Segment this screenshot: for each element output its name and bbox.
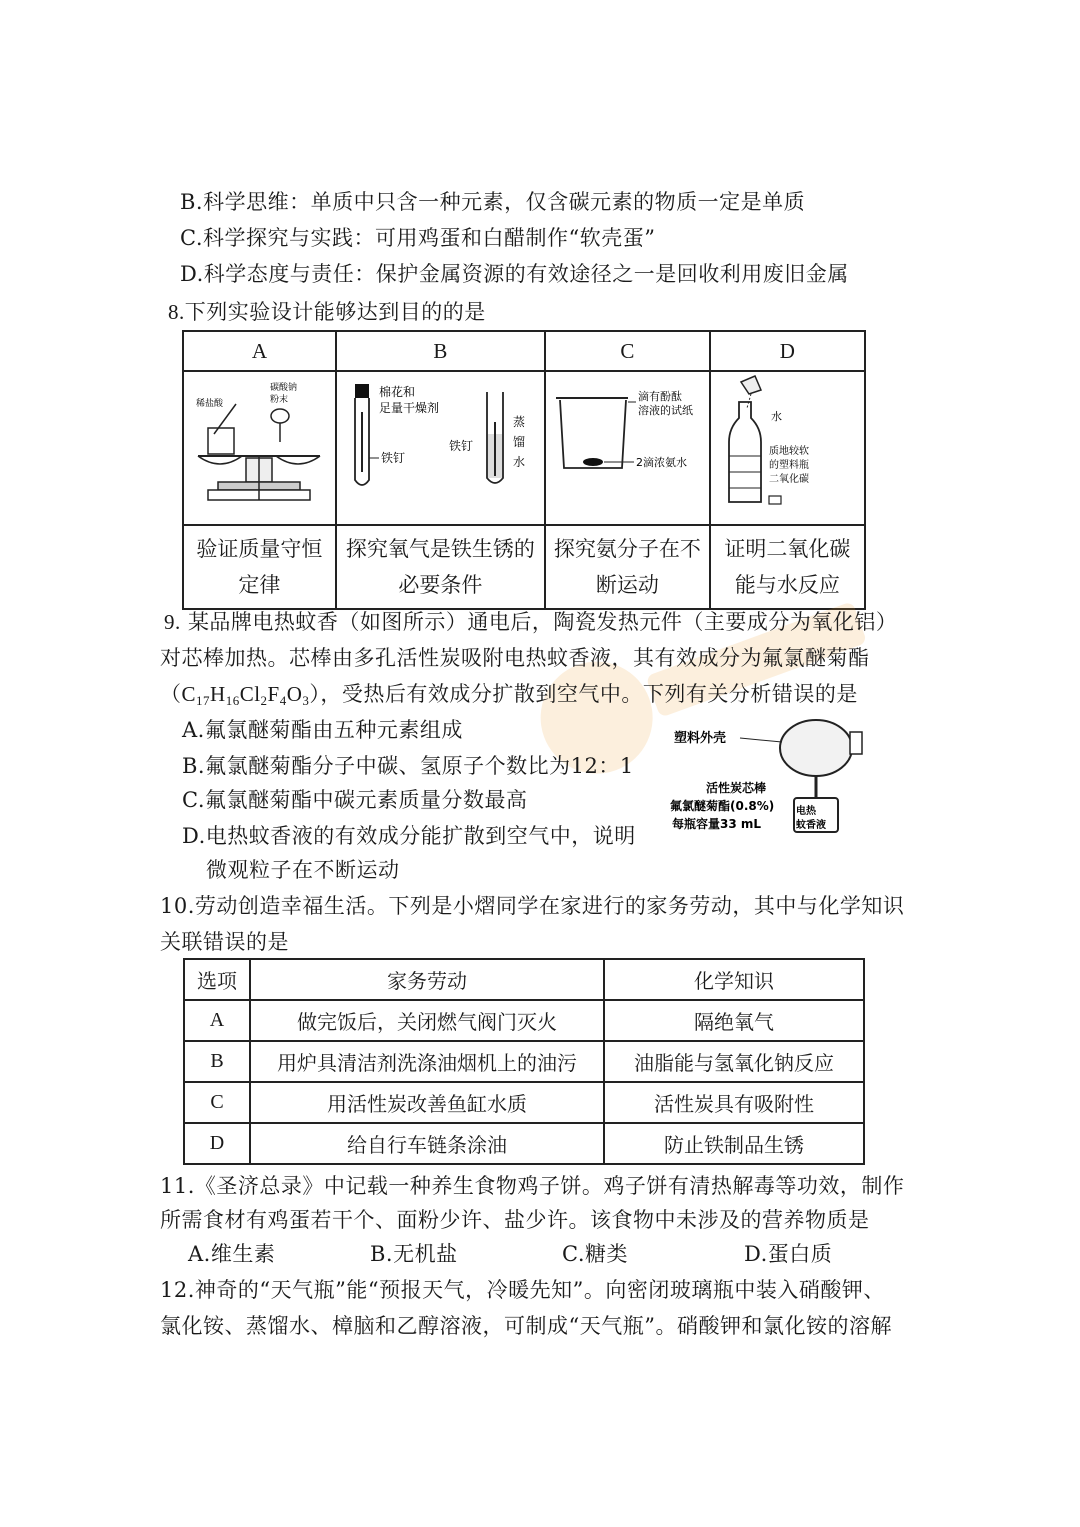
q7-option-c: C.科学探究与实践：可用鸡蛋和白醋制作“软壳蛋”: [180, 226, 656, 250]
label-na2co3: 碳酸钠: [270, 383, 298, 393]
q8-header-b: B: [336, 331, 545, 371]
q11-option-c: C.糖类: [562, 1242, 628, 1266]
q9-option-d-cont: 微观粒子在不断运动: [206, 858, 400, 882]
q11-option-b: B.无机盐: [370, 1242, 458, 1266]
table-row: D 给自行车链条涂油 防止铁制品生锈: [184, 1123, 864, 1164]
q9-option-c: C.氟氯醚菊酯中碳元素质量分数最高: [182, 788, 528, 812]
q7-option-b: B.科学思维：单质中只含一种元素，仅含碳元素的物质一定是单质: [180, 190, 806, 214]
label-volume: 每瓶容量33 mL: [672, 817, 762, 831]
label-heater: 电热: [796, 806, 816, 817]
table-row: A 做完饭后，关闭燃气阀门灭火 隔绝氧气: [184, 1000, 864, 1041]
label-plastic-bottle: 的塑料瓶: [769, 460, 810, 471]
q9-formula: （$C_{17}H_{16}Cl_2F_4O_3$: [160, 682, 310, 708]
q9-option-d: D.电热蚊香液的有效成分能扩散到空气中，说明: [182, 824, 636, 848]
q8-caption-a: 验证质量守恒 定律: [183, 525, 336, 609]
rusting-test-tubes-figure: [337, 372, 543, 520]
q12-line2: 氯化铵、蒸馏水、樟脑和乙醇溶液，可制成“天气瓶”。硝酸钾和氯化铵的溶解: [160, 1314, 892, 1338]
q8-caption-c: 探究氨分子在不 断运动: [545, 525, 710, 609]
q11-option-d: D.蛋白质: [744, 1242, 833, 1266]
q8-figure-a: [183, 371, 336, 525]
q12-line1: 12.神奇的“天气瓶”能“预报天气，冷暖先知”。向密闭玻璃瓶中装入硝酸钾、: [160, 1278, 885, 1302]
q8-header-a: A: [183, 331, 336, 371]
table-header-row: [184, 959, 864, 1000]
q8-header-d: D: [710, 331, 865, 371]
balance-scale-figure: [184, 372, 334, 520]
q7-option-d: D.科学态度与责任：保护金属资源的有效途径之一是回收利用废旧金属: [180, 262, 849, 286]
q8-stem: [168, 298, 486, 326]
q10-line1: 10.劳动创造幸福生活。下列是小熠同学在家进行的家务劳动，其中与化学知识: [160, 894, 905, 918]
label-hcl: 稀盐酸: [196, 399, 224, 409]
label-distilled-1: 蒸: [513, 415, 526, 429]
label-nail-1: 铁钉: [381, 451, 406, 465]
mosquito-heater-figure: [670, 706, 870, 840]
q8-figure-c: [545, 371, 710, 525]
label-water: 水: [771, 410, 783, 423]
label-co2: 二氧化碳: [769, 474, 810, 485]
label-ingredient: 氟氯醚菊酯(0.8%): [670, 799, 775, 813]
q8-experiment-table: [182, 330, 866, 610]
table-row: B 用炉具清洁剂洗涤油烟机上的油污 油脂能与氢氧化钠反应: [184, 1041, 864, 1082]
q10-line2: 关联错误的是: [160, 930, 289, 954]
header-option: 选项: [184, 959, 250, 1000]
q8-figure-d: [710, 371, 865, 525]
q8-caption-b: 探究氧气是铁生锈的 必要条件: [336, 525, 545, 609]
q9-line2: 对芯棒加热。芯棒由多孔活性炭吸附电热蚊香液，其有效成分为氟氯醚菊酯: [160, 646, 870, 670]
q8-number: 8.: [168, 300, 185, 324]
q11-option-a: A.维生素: [188, 1242, 276, 1266]
label-ammonia: 2滴浓氨水: [636, 456, 688, 469]
label-liquid: 蚊香液: [796, 820, 826, 831]
label-soft: 质地较软: [769, 446, 810, 457]
label-phenolphthalein: 滴有酚酞: [638, 390, 683, 403]
q9-line3: $(C_{17}H_{16}Cl_2F_4O_3)$，受热后有效成分扩散到空气中。下列有关分析错误的是: [160, 682, 858, 708]
q8-header-c: C: [545, 331, 710, 371]
q8-caption-d: 证明二氧化碳 能与水反应: [710, 525, 865, 609]
q9-number: 9.: [164, 610, 181, 634]
header-chore: 家务劳动: [250, 959, 604, 1000]
label-desiccant: 足量干燥剂: [379, 401, 440, 415]
q8-stem-text: 下列实验设计能够达到目的的是: [184, 300, 486, 324]
ammonia-beaker-figure: [546, 372, 708, 520]
label-powder: 粉末: [270, 395, 289, 405]
q11-line1: 11.《圣济总录》中记载一种养生食物鸡子饼。鸡子饼有清热解毒等功效，制作: [160, 1174, 905, 1198]
q9-option-b: B.氟氯醚菊酯分子中碳、氢原子个数比为12：1: [182, 754, 634, 778]
label-distilled-2: 馏: [513, 435, 526, 449]
label-plastic-shell: 塑料外壳: [674, 731, 727, 746]
label-distilled-3: 水: [513, 455, 526, 469]
label-cotton: 棉花和: [379, 385, 416, 399]
table-row: C 用活性炭改善鱼缸水质 活性炭具有吸附性: [184, 1082, 864, 1123]
q10-chores-table: [183, 958, 865, 1165]
co2-bottle-figure: [711, 372, 863, 520]
label-test-paper: 溶液的试纸: [638, 404, 694, 417]
q9-option-a: A.氟氯醚菊酯由五种元素组成: [182, 718, 463, 742]
label-carbon-rod: 活性炭芯棒: [706, 781, 767, 795]
q9-line1: 9. 某品牌电热蚊香（如图所示）通电后，陶瓷发热元件（主要成分为氧化铝）: [164, 610, 898, 634]
q11-line2: 所需食材有鸡蛋若干个、面粉少许、盐少许。该食物中未涉及的营养物质是: [160, 1208, 870, 1232]
header-knowledge: 化学知识: [604, 959, 864, 1000]
q8-figure-b: [336, 371, 545, 525]
label-nail-2: 铁钉: [449, 439, 474, 453]
